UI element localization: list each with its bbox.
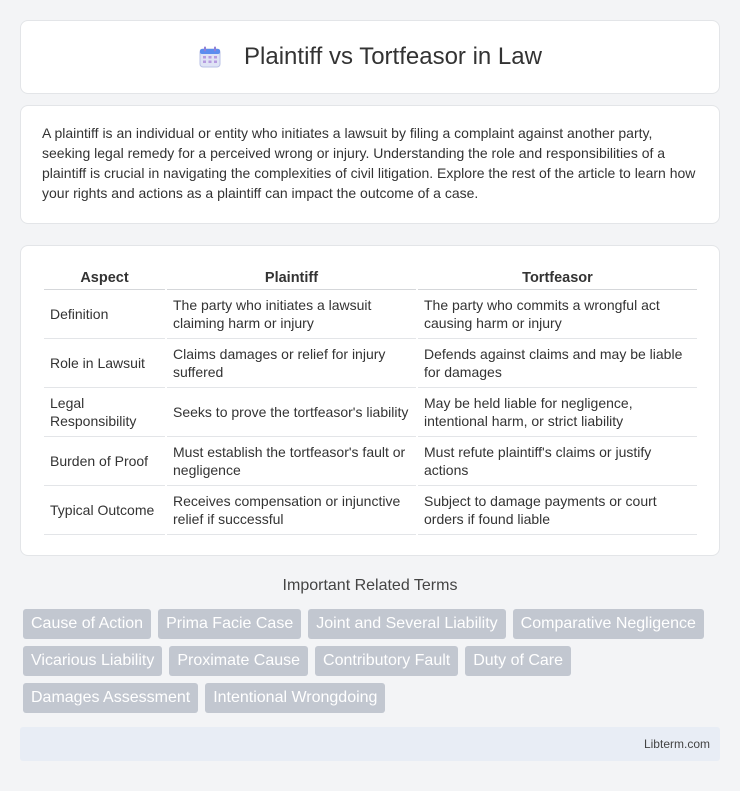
row-aspect: Role in Lawsuit (44, 339, 165, 388)
row-tortfeasor: May be held liable for negligence, intentional harm, or strict liability (418, 388, 697, 437)
footer-site-link[interactable]: Libterm.com (643, 737, 710, 751)
tag-damages-assessment[interactable]: Damages Assessment (23, 683, 198, 713)
footer-bar (20, 727, 720, 761)
tag-joint-and-several-liability[interactable]: Joint and Several Liability (308, 609, 505, 639)
related-terms-title: Important Related Terms (282, 577, 458, 594)
row-aspect: Definition (44, 290, 165, 339)
table-header-row (44, 266, 697, 290)
row-plaintiff: Seeks to prove the tortfeasor's liability (167, 388, 416, 437)
header-tortfeasor: Tortfeasor (418, 266, 697, 290)
tag-vicarious-liability[interactable]: Vicarious Liability (23, 646, 162, 676)
tag-cause-of-action[interactable]: Cause of Action (23, 609, 151, 639)
row-tortfeasor: Defends against claims and may be liable for damages (418, 339, 697, 388)
header-plaintiff: Plaintiff (167, 266, 416, 290)
page-title: Plaintiff vs Tortfeasor in Law (244, 43, 542, 70)
intro-card (20, 105, 720, 224)
row-tortfeasor: Must refute plaintiff's claims or justify actions (418, 437, 697, 486)
row-tortfeasor: Subject to damage payments or court orders if found liable (418, 486, 697, 535)
table-row (44, 290, 697, 339)
row-aspect: Typical Outcome (44, 486, 165, 535)
table-row (44, 339, 697, 388)
row-tortfeasor: The party who commits a wrongful act causing harm or injury (418, 290, 697, 339)
row-plaintiff: Claims damages or relief for injury suffered (167, 339, 416, 388)
calendar-icon (198, 45, 222, 69)
comparison-table (42, 266, 699, 535)
tag-contributory-fault[interactable]: Contributory Fault (315, 646, 458, 676)
table-row (44, 388, 697, 437)
tag-comparative-negligence[interactable]: Comparative Negligence (513, 609, 704, 639)
row-plaintiff: Must establish the tortfeasor's fault or negligence (167, 437, 416, 486)
header-card (20, 20, 720, 94)
tag-intentional-wrongdoing[interactable]: Intentional Wrongdoing (205, 683, 385, 713)
row-plaintiff: The party who initiates a lawsuit claiming harm or injury (167, 290, 416, 339)
header-aspect: Aspect (44, 266, 165, 290)
tag-proximate-cause[interactable]: Proximate Cause (169, 646, 308, 676)
tag-duty-of-care[interactable]: Duty of Care (465, 646, 571, 676)
row-aspect: Legal Responsibility (44, 388, 165, 437)
table-row (44, 486, 697, 535)
intro-text: A plaintiff is an individual or entity who initiates a lawsuit by filing a complaint against another party, seeking legal remedy for a perceived wrong or injury. Understanding the role and responsibilities of a plaintiff is crucial in navigating the complexities of civil litigation. Explore the rest of the article to learn how your rights and actions as a plaintiff can impact the outcome of a case. (42, 125, 696, 201)
comparison-card (20, 245, 720, 556)
table-row (44, 437, 697, 486)
row-aspect: Burden of Proof (44, 437, 165, 486)
row-plaintiff: Receives compensation or injunctive relief if successful (167, 486, 416, 535)
related-terms-list (23, 609, 713, 713)
tag-prima-facie-case[interactable]: Prima Facie Case (158, 609, 301, 639)
